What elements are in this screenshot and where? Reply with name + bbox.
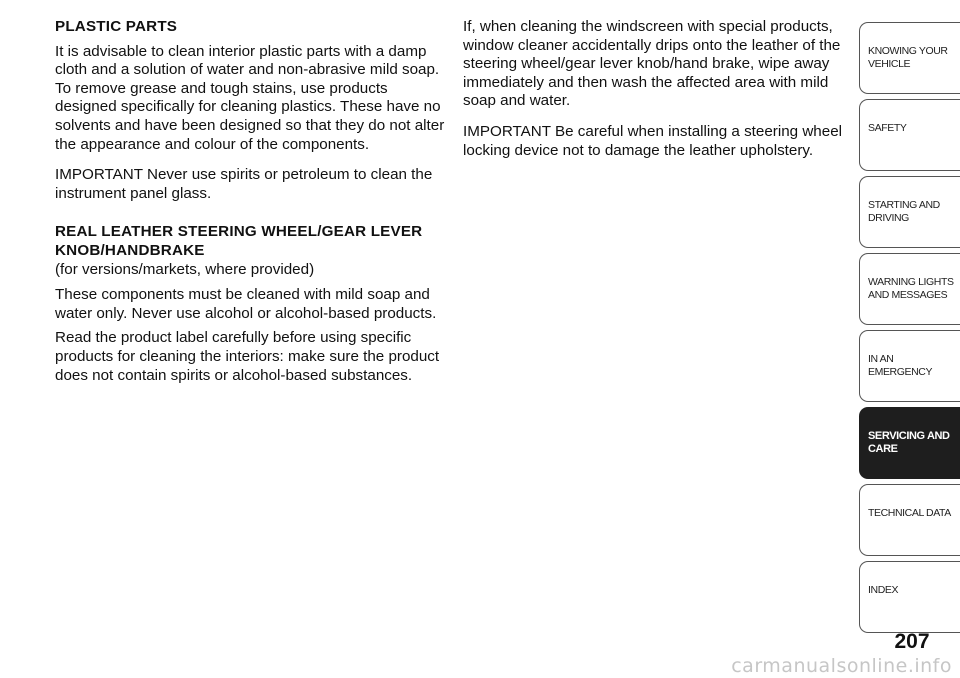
product-label-paragraph: Read the product label carefully before using specific products for cleaning the interiors: make sure the product does not contain spirits or alcohol-based substances. [55, 329, 440, 384]
tab-label-line1: STARTING AND [868, 199, 940, 211]
tab-starting-and-driving[interactable] [859, 176, 960, 248]
tab-label-line2: CARE [868, 442, 898, 455]
tab-knowing-your-vehicle[interactable] [859, 22, 960, 94]
tab-safety[interactable] [859, 99, 960, 171]
left-column [55, 18, 445, 397]
tab-label-line1: SAFETY [868, 122, 907, 134]
windscreen-paragraph: If, when cleaning the windscreen with special products, window cleaner accidentally drips onto the leather of the steering wheel/gear lever knob/hand brake, wipe away immediately and then wash the affected area with mild soap and water. [463, 18, 841, 110]
tab-label-line1: TECHNICAL DATA [868, 507, 951, 519]
tab-servicing-and-care[interactable] [859, 407, 960, 479]
right-column [463, 18, 853, 172]
tab-label-line2: AND MESSAGES [868, 288, 948, 301]
plastic-parts-heading: PLASTIC PARTS [55, 18, 178, 35]
plastic-parts-paragraph: It is advisable to clean interior plastic parts with a damp cloth and a solution of water and non-abrasive mild soap. To remove grease and tough stains, use products designed specifically for cleaning plastics. These have no solvents and have been designed so that they do not alter the appearance and colour of the components. [55, 42, 445, 153]
leather-heading: REAL LEATHER STEERING WHEEL/GEAR LEVER KNOB/HANDBRAKE [55, 223, 423, 259]
plastic-parts-important: IMPORTANT Never use spirits or petroleum to clean the instrument panel glass. [55, 166, 433, 202]
tab-label-line1: IN AN EMERGENCY [868, 353, 933, 378]
steering-lock-important: IMPORTANT Be careful when installing a steering wheel locking device not to damage the leather upholstery. [463, 122, 843, 159]
leather-paragraph: These components must be cleaned with mild soap and water only. Never use alcohol or alcohol-based products. [55, 286, 437, 322]
tab-label-line2: DRIVING [868, 211, 909, 224]
chapter-tabs [859, 22, 960, 632]
tab-label-line1: WARNING LIGHTS [868, 276, 954, 288]
tab-warning-lights-and-messages[interactable] [859, 253, 960, 325]
tab-index[interactable] [859, 561, 960, 633]
tab-technical-data[interactable] [859, 484, 960, 556]
page-number: 207 [894, 630, 930, 653]
watermark-text: carmanualsonline.info [731, 655, 952, 677]
tab-label-line1: KNOWING YOUR [868, 45, 948, 57]
leather-subheading: (for versions/markets, where provided) [55, 260, 315, 278]
tab-label-line1: SERVICING AND [868, 430, 950, 442]
tab-label-line2: VEHICLE [868, 57, 911, 70]
tab-in-an-emergency[interactable] [859, 330, 960, 402]
tab-label-line1: INDEX [868, 584, 899, 596]
